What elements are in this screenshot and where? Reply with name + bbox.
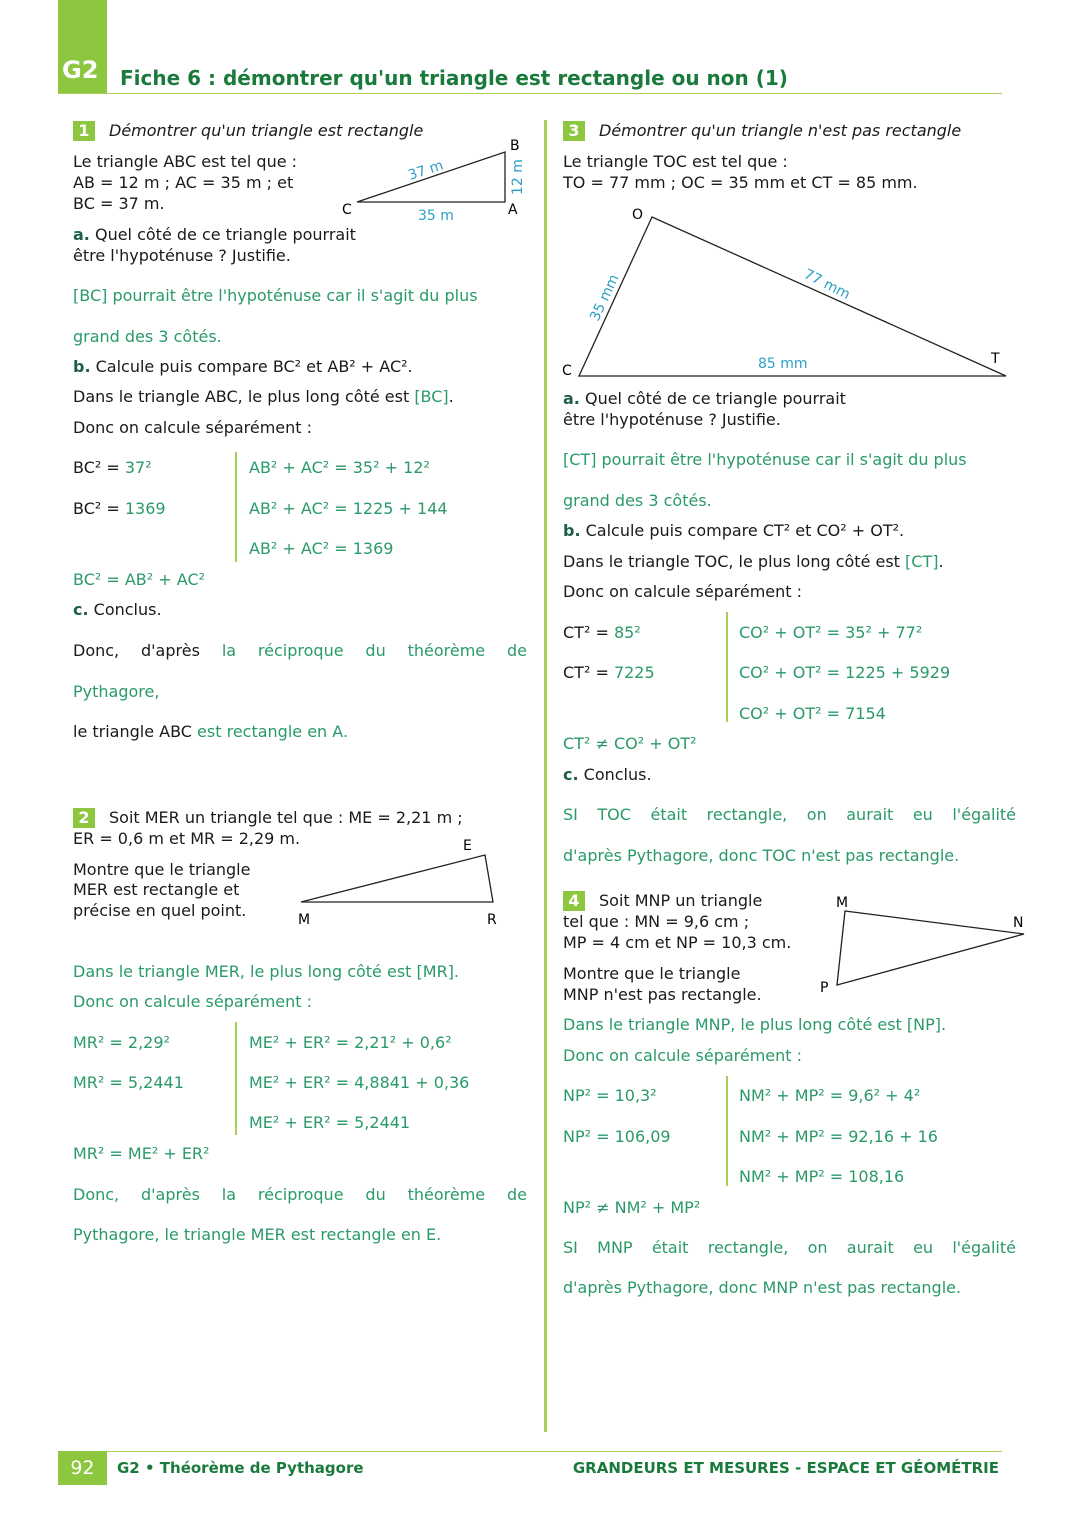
ex4-result: NP² ≠ NM² + MP²	[563, 1198, 701, 1217]
ex4-number: 4	[563, 891, 585, 911]
ex1-conclusion	[73, 722, 348, 742]
question-text: Quel côté de ce triangle pourrait	[94, 225, 356, 244]
ex1-conclusion	[73, 641, 527, 661]
triangle-mnp-figure	[837, 911, 1024, 985]
vertex-m: M	[298, 912, 311, 928]
lhs: BC² =	[73, 458, 125, 477]
ex2-calc-intro: Donc on calcule séparément :	[73, 992, 313, 1011]
ex4-conclusion: SI MNP était rectangle, on aurait eu l'égalité	[563, 1238, 1016, 1257]
ex2-longest-side: Dans le triangle MER, le plus long côté est [MR].	[73, 962, 460, 981]
vertex-c: C	[342, 202, 352, 218]
vertex-a: A	[508, 202, 518, 218]
ex1-question-b	[73, 357, 413, 377]
question-label: a.	[563, 389, 580, 408]
text: le triangle ABC	[73, 722, 198, 741]
label-ct: 85 mm	[758, 356, 808, 372]
triangle-mer-figure	[301, 855, 493, 902]
vertex-r: R	[487, 912, 497, 928]
vertex-t: T	[991, 351, 1000, 367]
rhs: 1369	[124, 499, 166, 518]
label-ot: 77 mm	[801, 266, 853, 304]
vertex-n: N	[1013, 915, 1024, 931]
ex3-statement: Le triangle TOC est tel que :	[563, 152, 788, 171]
chapter-code: G2	[62, 56, 99, 84]
ex3-answer-a: [CT] pourrait être l'hypoténuse car il s'agit du plus	[563, 450, 967, 469]
ex1-statement: BC = 37 m.	[73, 194, 165, 213]
footer-rule	[58, 1451, 1002, 1452]
ex3-question-c	[563, 765, 652, 785]
ex2-calc-right: ME² + ER² = 5,2441	[249, 1113, 411, 1132]
rhs: 7225	[613, 663, 655, 682]
lhs: CT² =	[563, 623, 614, 642]
vertex-c2: C	[562, 363, 572, 379]
ex1-statement: AB = 12 m ; AC = 35 m ; et	[73, 173, 294, 192]
ex4-calc-intro: Donc on calcule séparément :	[563, 1046, 803, 1065]
answer: [BC]	[414, 387, 449, 406]
page-title: Fiche 6 : démontrer qu'un triangle est rectangle ou non (1)	[120, 66, 788, 90]
calc-separator	[726, 612, 728, 722]
ex3-calc-left	[563, 663, 655, 683]
ex4-calc-right: NM² + MP² = 92,16 + 16	[739, 1127, 938, 1146]
ex2-result: MR² = ME² + ER²	[73, 1144, 210, 1163]
question-text: Quel côté de ce triangle pourrait	[584, 389, 846, 408]
ex3-calc-intro: Donc on calcule séparément :	[563, 582, 803, 601]
ex3-question-a: être l'hypoténuse ? Justifie.	[563, 410, 781, 429]
vertex-o: O	[632, 207, 644, 223]
ex2-task: MER est rectangle et	[73, 880, 240, 899]
label-ab: 12 m	[510, 159, 526, 195]
ex1-calc-right: AB² + AC² = 35² + 12²	[249, 458, 430, 477]
calc-separator	[235, 1022, 237, 1135]
ex2-number: 2	[73, 808, 95, 828]
ex1-statement: Le triangle ABC est tel que :	[73, 152, 298, 171]
calc-separator	[726, 1076, 728, 1186]
vertex-m2: M	[836, 895, 849, 911]
triangle-toc-figure	[579, 217, 1006, 376]
text: Soit MER un triangle tel que : ME = 2,21 m ;	[109, 808, 463, 827]
ex3-conclusion: d'après Pythagore, donc TOC n'est pas rectangle.	[563, 846, 960, 865]
ex2-conclusion: Pythagore, le triangle MER est rectangle en E.	[73, 1225, 442, 1244]
ex4-statement	[563, 891, 762, 911]
ex1-heading	[73, 121, 423, 141]
ex2-calc-right: ME² + ER² = 2,21² + 0,6²	[249, 1033, 452, 1052]
question-text: Conclus.	[583, 765, 652, 784]
ex3-conclusion: SI TOC était rectangle, on aurait eu l'égalité	[563, 805, 1016, 824]
ex4-conclusion: d'après Pythagore, donc MNP n'est pas rectangle.	[563, 1278, 962, 1297]
ex3-heading	[563, 121, 961, 141]
ex1-result: BC² = AB² + AC²	[73, 570, 206, 589]
ex3-longest-side: Dans le triangle TOC, le plus long côté est [CT].	[563, 552, 944, 571]
ex3-question-b	[563, 521, 904, 541]
ex2-statement: ER = 0,6 m et MR = 2,29 m.	[73, 829, 301, 848]
ex1-calc-left	[73, 499, 166, 519]
ex4-task: MNP n'est pas rectangle.	[563, 985, 762, 1004]
ex3-statement: TO = 77 mm ; OC = 35 mm et CT = 85 mm.	[563, 173, 918, 192]
ex1-longest-side: Dans le triangle ABC, le plus long côté est [BC].	[73, 387, 454, 406]
ex4-calc-left: NP² = 10,3²	[563, 1086, 657, 1105]
footer-domain: GRANDEURS ET MESURES - ESPACE ET GÉOMÉTRIE	[572, 1459, 999, 1477]
ex1-calc-right: AB² + AC² = 1225 + 144	[249, 499, 448, 518]
ex3-result: CT² ≠ CO² + OT²	[563, 734, 697, 753]
ex2-conclusion: Donc, d'après la réciproque du théorème de	[73, 1185, 527, 1204]
question-label: b.	[73, 357, 91, 376]
answer: [CT]	[905, 552, 939, 571]
answer: est rectangle en A.	[197, 722, 349, 741]
lhs: CT² =	[563, 663, 614, 682]
question-label: c.	[563, 765, 579, 784]
vertex-e: E	[463, 838, 472, 854]
text: Soit MNP un triangle	[599, 891, 763, 910]
ex2-calc-right: ME² + ER² = 4,8841 + 0,36	[249, 1073, 470, 1092]
ex1-question-c	[73, 600, 162, 620]
text: Dans le triangle ABC, le plus long côté est	[73, 387, 415, 406]
lhs: BC² =	[73, 499, 125, 518]
question-label: a.	[73, 225, 90, 244]
ex4-calc-left: NP² = 106,09	[563, 1127, 671, 1146]
ex3-calc-left	[563, 623, 641, 643]
ex4-statement: tel que : MN = 9,6 cm ;	[563, 912, 750, 931]
ex4-calc-right: NM² + MP² = 9,6² + 4²	[739, 1086, 921, 1105]
label-ac: 35 m	[418, 208, 454, 224]
question-text: Calcule puis compare BC² et AB² + AC².	[95, 357, 413, 376]
ex1-answer-a: grand des 3 côtés.	[73, 327, 222, 346]
footer-chapter: G2 • Théorème de Pythagore	[117, 1459, 364, 1477]
question-label: c.	[73, 600, 89, 619]
question-text: Conclus.	[93, 600, 162, 619]
ex3-calc-right: CO² + OT² = 1225 + 5929	[739, 663, 951, 682]
question-text: Calcule puis compare CT² et CO² + OT².	[585, 521, 905, 540]
ex1-question-a: être l'hypoténuse ? Justifie.	[73, 246, 291, 265]
ex1-calc-right: AB² + AC² = 1369	[249, 539, 394, 558]
vertex-b: B	[510, 138, 520, 154]
text: Dans le triangle TOC, le plus long côté est	[563, 552, 906, 571]
question-label: b.	[563, 521, 581, 540]
rhs: 85²	[613, 623, 641, 642]
ex2-task: Montre que le triangle	[73, 860, 251, 879]
ex3-calc-right: CO² + OT² = 35² + 77²	[739, 623, 923, 642]
answer: la réciproque du théorème de	[221, 641, 528, 660]
ex1-calc-left	[73, 458, 152, 478]
ex1-answer-a: [BC] pourrait être l'hypoténuse car il s'agit du plus	[73, 286, 478, 305]
ex1-calc-intro: Donc on calcule séparément :	[73, 418, 313, 437]
page-number: 92	[58, 1451, 107, 1485]
ex4-statement: MP = 4 cm et NP = 10,3 cm.	[563, 933, 792, 952]
rhs: 37²	[124, 458, 152, 477]
ex3-heading-text: Démontrer qu'un triangle n'est pas rectangle	[599, 121, 962, 140]
ex2-calc-left: MR² = 2,29²	[73, 1033, 170, 1052]
ex2-calc-left: MR² = 5,2441	[73, 1073, 184, 1092]
ex4-calc-right: NM² + MP² = 108,16	[739, 1167, 905, 1186]
ex1-question-a	[73, 225, 356, 245]
text: Donc, d'après	[73, 641, 200, 660]
ex1-heading-text: Démontrer qu'un triangle est rectangle	[109, 121, 424, 140]
label-bc: 37 m	[406, 157, 446, 184]
ex3-calc-right: CO² + OT² = 7154	[739, 704, 886, 723]
ex1-conclusion: Pythagore,	[73, 682, 160, 701]
ex2-task: précise en quel point.	[73, 901, 247, 920]
label-oc: 35 mm	[587, 272, 623, 324]
calc-separator	[235, 452, 237, 562]
ex1-number: 1	[73, 121, 95, 141]
vertex-p: P	[820, 980, 829, 996]
ex2-statement	[73, 808, 463, 828]
ex3-answer-a: grand des 3 côtés.	[563, 491, 712, 510]
ex4-task: Montre que le triangle	[563, 964, 741, 983]
ex4-longest-side: Dans le triangle MNP, le plus long côté est [NP].	[563, 1015, 947, 1034]
ex3-number: 3	[563, 121, 585, 141]
ex3-question-a	[563, 389, 846, 409]
